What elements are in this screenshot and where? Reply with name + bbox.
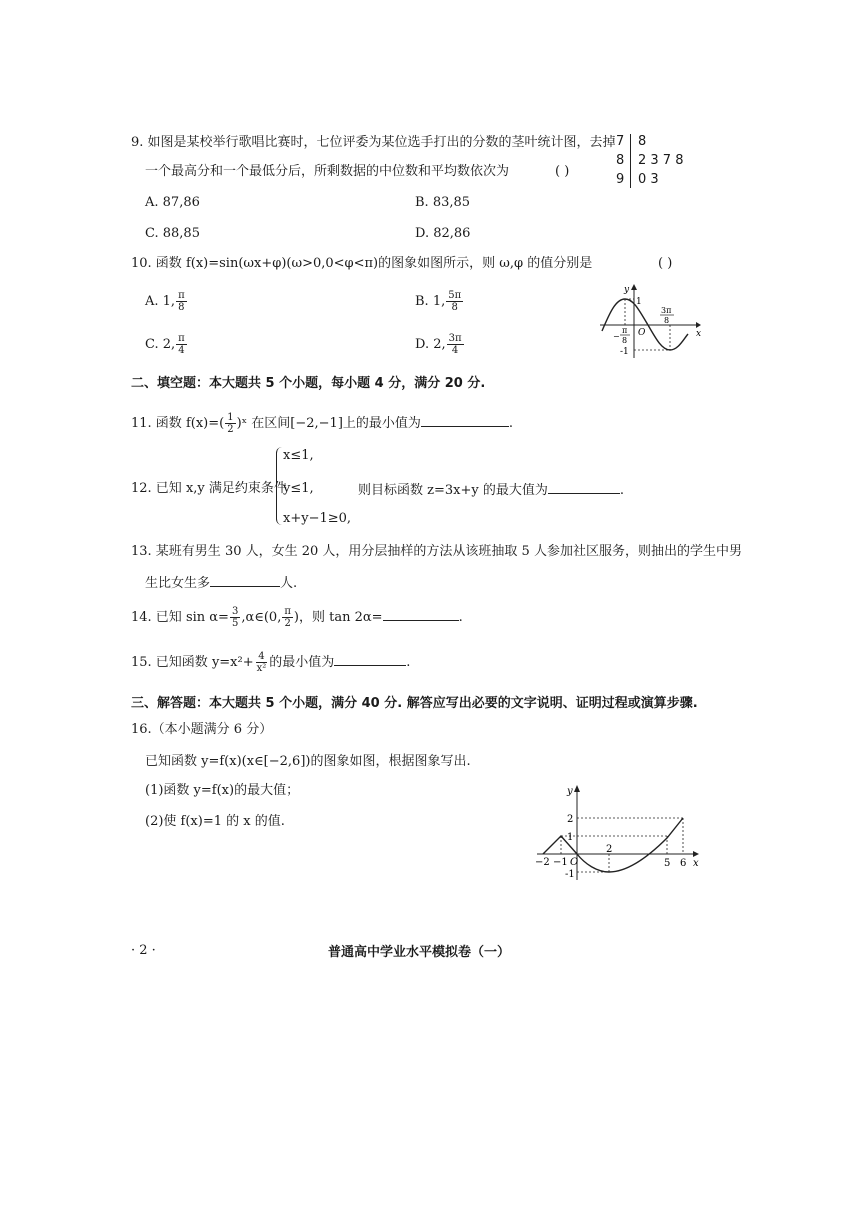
q16-tick-1: 1 — [567, 832, 574, 843]
frac-num: 5π — [448, 290, 462, 301]
stem-leaf-plot — [612, 130, 702, 192]
q15-end: . — [406, 655, 411, 670]
q13-line1: 13. 某班有男生 30 人，女生 20 人，用分层抽样的方法从该班抽取 5 人参加社区服务，则抽出的学生中男 — [131, 544, 742, 559]
q10-option-a — [145, 290, 188, 313]
q16-x-2: 2 — [606, 844, 613, 855]
q16-x-6: 6 — [680, 858, 687, 869]
q11-answer-blank[interactable] — [421, 412, 509, 427]
q10-answer-paren: ( ) — [658, 256, 673, 271]
q16-tick-neg1: -1 — [565, 869, 575, 880]
q9-option-b: B. 83,85 — [415, 195, 471, 210]
frac-num: 3 — [231, 606, 239, 617]
q10-option-a-prefix: A. 1, — [145, 294, 176, 309]
frac-den: x² — [256, 663, 267, 674]
q11-frac — [225, 412, 235, 435]
q10-option-d-frac — [447, 333, 464, 356]
stem-7: 7 — [616, 134, 625, 149]
q9-line2: 一个最高分和一个最低分后，所剩数据的中位数和平均数依次为 — [145, 164, 510, 179]
q14-mid: ,α∈(0, — [241, 610, 282, 625]
q15-answer-blank[interactable] — [334, 651, 406, 666]
q16-title: 16.（本小题满分 6 分） — [131, 722, 273, 737]
q10-left-sign: − — [613, 332, 620, 341]
q11-end: . — [508, 416, 514, 431]
q10-origin: O — [638, 328, 646, 338]
frac-den: 8 — [178, 302, 185, 313]
q12-brace — [276, 447, 283, 525]
q10-right-den: 8 — [664, 316, 670, 325]
q10-left-den: 8 — [622, 336, 628, 345]
section-2-heading: 二、填空题：本大题共 5 个小题，每小题 4 分，满分 20 分. — [131, 376, 486, 391]
stem-8: 8 — [616, 153, 625, 168]
q10-option-d — [415, 333, 465, 356]
q16-x-5: 5 — [664, 858, 671, 869]
leaves-7: 8 — [638, 134, 647, 149]
frac-num: 3π — [448, 333, 462, 344]
frac-num: π — [178, 333, 185, 344]
q16-x-neg2: −2 — [535, 857, 550, 868]
q10-option-c — [145, 333, 188, 356]
q10-option-b — [415, 290, 464, 313]
q10-right-num: 3π — [661, 306, 672, 315]
q10-tick-1: 1 — [636, 297, 642, 307]
q16-part-2: (2)使 f(x)=1 的 x 的值. — [145, 814, 285, 829]
q11-prefix: 11. 函数 f(x)=( — [131, 416, 225, 431]
x-axis-arrow — [693, 851, 699, 857]
stem-9: 9 — [616, 172, 625, 187]
q14-answer-blank[interactable] — [383, 606, 459, 621]
frac-den: 4 — [178, 345, 185, 356]
q13-line2 — [145, 572, 297, 594]
frac-num: π — [178, 290, 185, 301]
q14-frac-1 — [230, 606, 240, 629]
q12-answer-blank[interactable] — [548, 479, 620, 494]
frac-den: 5 — [231, 618, 239, 629]
q12-end: . — [619, 483, 624, 498]
q13-answer-blank[interactable] — [210, 572, 280, 587]
frac-den: 2 — [227, 424, 234, 435]
frac-num: 1 — [227, 412, 234, 423]
q15-suffix: 的最小值为 — [269, 655, 335, 670]
paper-title-footer: 普通高中学业水平模拟卷（一） — [328, 945, 511, 960]
q14-frac-2 — [282, 606, 293, 629]
frac-num: 4 — [258, 651, 265, 662]
q13-prefix: 生比女生多 — [145, 576, 211, 591]
q12-objective — [358, 479, 624, 501]
frac-den: 4 — [451, 345, 459, 356]
q16-part-1: (1)函数 y=f(x)的最大值； — [145, 783, 300, 798]
q15 — [131, 651, 410, 674]
q16-intro: 已知函数 y=f(x)(x∈[−2,6])的图象如图，根据图象写出. — [145, 754, 471, 769]
leaves-8: 2 3 7 8 — [638, 153, 684, 168]
q16-x-neg1: −1 — [553, 857, 568, 868]
page-number: · 2 · — [131, 943, 156, 958]
section-3-heading: 三、解答题：本大题共 5 个小题，满分 40 分. 解答应写出必要的文字说明、证明过程或演算步骤. — [131, 696, 698, 711]
q11 — [131, 412, 513, 435]
q15-prefix: 15. 已知函数 y=x²+ — [131, 655, 254, 670]
q16-x-label: x — [693, 858, 699, 869]
q10-option-b-frac — [446, 290, 463, 313]
q14-suffix: )，则 tan 2α= — [293, 610, 383, 625]
frac-num: π — [284, 606, 291, 617]
q10-y-label: y — [624, 285, 630, 295]
y-axis-arrow — [631, 284, 637, 290]
q10-option-c-frac — [176, 333, 187, 356]
q9-option-c: C. 88,85 — [145, 226, 200, 241]
q11-suffix: )ˣ 在区间[−2,−1]上的最小值为 — [236, 416, 421, 431]
q10-left-num: π — [622, 326, 628, 335]
q12-constraint-1: x≤1, — [283, 448, 314, 463]
q16-tick-2: 2 — [567, 814, 574, 825]
q10-option-c-prefix: C. 2, — [145, 337, 176, 352]
q10-option-a-frac — [176, 290, 187, 313]
q10-sine-graph — [598, 282, 702, 362]
x-axis-arrow — [696, 322, 701, 328]
leaves-9: 0 3 — [638, 172, 659, 187]
frac-den: 2 — [284, 618, 291, 629]
q14-prefix: 14. 已知 sin α= — [131, 610, 229, 625]
stem-leaf-divider — [630, 134, 631, 188]
q12-suffix: 则目标函数 z=3x+y 的最大值为 — [358, 483, 548, 498]
q10-option-d-prefix: D. 2, — [415, 337, 446, 352]
y-axis-arrow — [574, 785, 580, 792]
q12-constraint-2: y≤1, — [283, 481, 314, 496]
q9-answer-paren: ( ) — [555, 164, 570, 179]
q15-frac — [255, 651, 269, 674]
q12-constraint-3: x+y−1≥0, — [283, 511, 352, 526]
q9-line1: 9. 如图是某校举行歌唱比赛时，七位评委为某位选手打出的分数的茎叶统计图，去掉 — [131, 135, 616, 150]
q16-y-label: y — [567, 786, 573, 797]
q10-x-label: x — [696, 329, 702, 339]
q14 — [131, 606, 463, 629]
q10-tick-neg1: -1 — [620, 347, 629, 357]
q16-function-graph — [533, 782, 703, 882]
q13-suffix: 人. — [280, 576, 298, 591]
q16-origin: O — [570, 857, 579, 868]
q12-prefix: 12. 已知 x,y 满足约束条件 — [131, 481, 287, 496]
q14-end: . — [458, 610, 463, 625]
frac-den: 8 — [451, 302, 458, 313]
q10-option-b-prefix: B. 1, — [415, 294, 446, 309]
q10-line: 10. 函数 f(x)=sin(ωx+φ)(ω>0,0<φ<π)的图象如图所示，则 ω,φ 的值分别是 — [131, 256, 593, 271]
q9-option-d: D. 82,86 — [415, 226, 471, 241]
q9-option-a: A. 87,86 — [145, 195, 200, 210]
